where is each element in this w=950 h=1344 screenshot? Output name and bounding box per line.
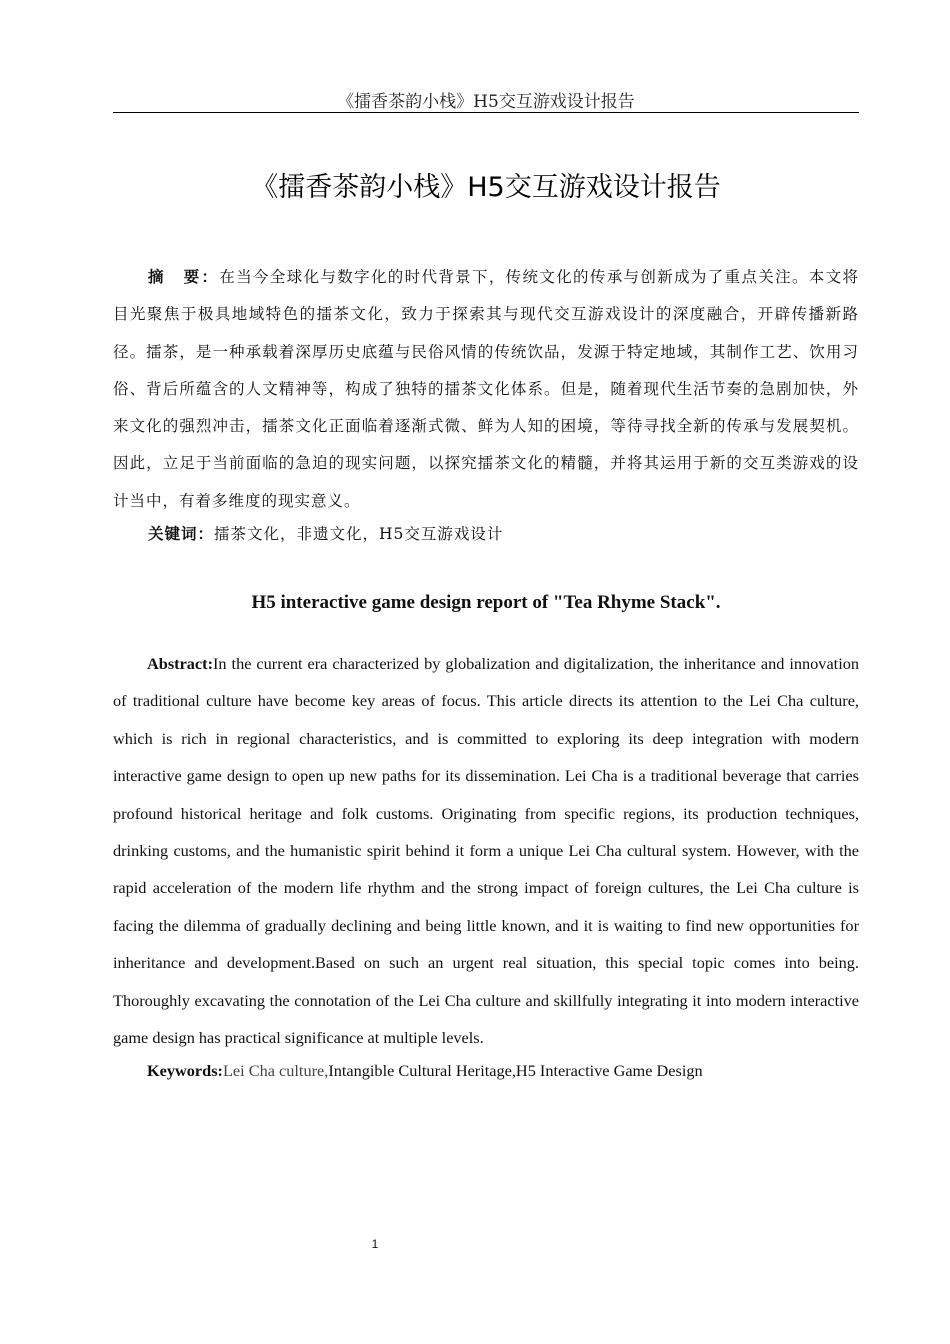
english-abstract: [113, 645, 859, 1056]
document-title: 《擂香茶韵小栈》H5交互游戏设计报告: [251, 172, 721, 203]
chinese-abstract: [113, 258, 859, 520]
english-keywords-label: Keywords:: [147, 1061, 223, 1080]
chinese-keywords-label: 关键词：: [148, 524, 215, 543]
english-abstract-text: In the current era characterized by globalization and digitalization, the inheritance and innovation of traditional culture have become key areas of focus. This article directs its attention to the Lei Cha culture, which is rich in regional characteristics, and is committed to exploring its deep integration with modern interactive game design to open up new paths for its dissemination. Lei Cha is a traditional beverage that carries profound historical heritage and folk customs. Originating from specific regions, its production techniques, drinking customs, and the humanistic spirit behind it form a unique Lei Cha cultural system. However, with the rapid acceleration of the modern life rhythm and the strong impact of foreign cultures, the Lei Cha culture is facing the dilemma of gradually declining and being little known, and it is waiting to find new opportunities for inheritance and development.Based on such an urgent real situation, this special topic comes into being. Thoroughly excavating the connotation of the Lei Cha culture and skillfully integrating it into modern interactive game design has practical significance at multiple levels.: [113, 654, 859, 1048]
english-abstract-label: Abstract:: [147, 654, 214, 673]
english-keywords-rest: Intangible Cultural Heritage,H5 Interactive Game Design: [328, 1061, 703, 1080]
english-keywords: [113, 1058, 859, 1084]
running-header: 《擂香茶韵小栈》H5交互游戏设计报告: [113, 92, 859, 113]
chinese-keywords-text: 擂茶文化，非遗文化，H5交互游戏设计: [214, 525, 504, 543]
chinese-keywords: [113, 520, 859, 548]
chinese-abstract-text: 在当今全球化与数字化的时代背景下，传统文化的传承与创新成为了重点关注。本文将目光聚焦于极具地域特色的擂茶文化，致力于探索其与现代交互游戏设计的深度融合，开辟传播新路径。擂茶，是一种承载着深厚历史底蕴与民俗风情的传统饮品，发源于特定地域，其制作工艺、饮用习俗、背后所蕴含的人文精神等，构成了独特的擂茶文化体系。但是，随着现代生活节奏的急剧加快，外来文化的强烈冲击，擂茶文化正面临着逐渐式微、鲜为人知的困境，等待寻找全新的传承与发展契机。因此，立足于当前面临的急迫的现实问题，以探究擂茶文化的精髓，并将其运用于新的交互类游戏的设计当中，有着多维度的现实意义。: [113, 268, 859, 510]
chinese-abstract-label: 摘 要：: [148, 267, 220, 286]
page-number: 1: [371, 1237, 379, 1251]
english-title: H5 interactive game design report of "Tea Rhyme Stack".: [251, 592, 721, 613]
english-keyword-first: Lei Cha culture,: [222, 1061, 329, 1080]
